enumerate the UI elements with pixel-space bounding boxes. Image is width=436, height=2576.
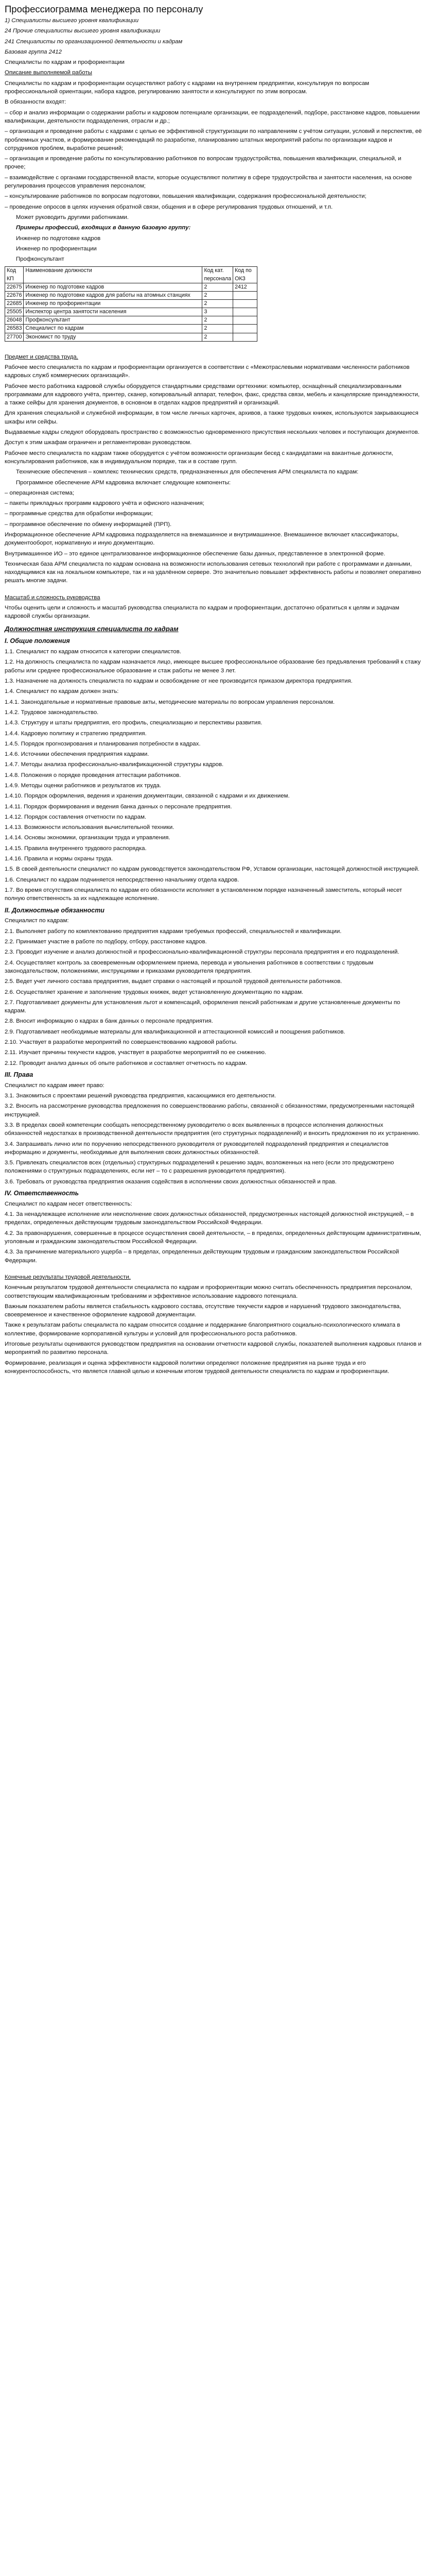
table-cell [233,325,257,333]
table-header-cell: Наименование должности [24,267,202,283]
list-item: 1.4. Специалист по кадрам должен знать: [5,688,119,695]
list-item: 3.1. Знакомиться с проектами решений руководства предприятия, касающимися его деятельности. [5,1093,276,1099]
list-item: 1.2. На должность специалиста по кадрам назначается лицо, имеющее высшее профессиональное образование без предъявления требований к стажу работы или среднее профессиональное образование и стаж работы не менее 3 лет. [5,659,421,674]
paragraph: – консультирование работников по вопросам подготовки, повышения квалификации, содержания профессиональной деятельности; [5,193,367,200]
table-cell: 26583 [5,325,24,333]
table-cell: 2 [202,325,233,333]
header-line: Описание выполняемой работы [5,70,92,76]
list-item: – пакеты прикладных программ кадрового учёта и офисного назначения; [5,500,204,507]
table-cell: 26048 [5,316,24,325]
table-cell: 22675 [5,283,24,291]
table-cell: 22685 [5,299,24,308]
list-item: 3.3. В пределах своей компетенции сообщать непосредственному руководителю о всех выявленных в процессе исполнения должностных обязанностей недостатках в производственной деятельности предприятия (его структурных подразделений) и вносить предложения по их устранению. [5,1122,420,1137]
table-cell: 2 [202,291,233,299]
results-section [5,1283,422,1376]
paragraph: – проведение опросов в целях изучения обратной связи, общения и в сфере регулирования трудовых отношений, и т.п. [5,204,333,210]
paragraph: Технические обеспечения – комплекс технических средств, предназначенных для обеспечения АРМ специалиста по кадрам: [16,469,359,476]
header-line: 1) Специалисты высшего уровня квалификации [5,17,139,24]
page-title: Профессиограмма менеджера по персоналу [5,4,203,14]
table-cell: 2 [202,316,233,325]
list-item: 2.3. Проводит изучение и анализ должностной и профессионально-квалификационной структуры персонала предприятия и его подразделений. [5,949,399,956]
table-cell [233,299,257,308]
paragraph: Конечным результатом трудовой деятельности специалиста по кадрам и профориентации можно считать обеспеченность предприятия персоналом, соответствующим квалификационным требованиям и эффективное использование кадрового потенциала. [5,1284,412,1299]
table-header-cell: Код по ОКЗ [233,267,257,283]
paragraph: Специалисты по кадрам и профориентации осуществляют работу с кадрами на внутреннем предприятии, консультируя по вопросам профессиональной ориентации, набора кадров, регулированию занятости и консультируют по этим вопросам. [5,80,370,95]
list-item: 1.4.16. Правила и нормы охраны труда. [5,856,113,862]
list-item: 2.8. Вносит информацию о кадрах в банк данных о персонале предприятия. [5,1018,213,1025]
header-line: 241 Специалисты по организационной деятельности и кадрам [5,38,183,45]
paragraph: Техническая база АРМ специалиста по кадрам основана на возможности использования сетевых технологий при работе с программами и данными, находящимися как на локальном компьютере, так и на удалённом сервере. Это значительно повышает эффективность работы и позволяет оперативно решать многие задачи. [5,561,421,584]
paragraph: Программное обеспечение АРМ кадровика включает следующие компоненты: [16,479,231,486]
list-item: 1.4.10. Порядок оформления, ведения и хранения документации, связанной с кадрами и их движением. [5,793,290,800]
list-item: 2.4. Осуществляет контроль за своевременным оформлением приема, перевода и увольнения работников в соответствии с трудовым законодательством, положениями, инструкциями и приказами руководителя предприятия. [5,959,374,974]
intro-section [5,79,422,264]
list-item: 4.3. За причинение материального ущерба – в пределах, определенных действующим трудовым и гражданским законодательством Российской Федерации. [5,1249,399,1264]
table-cell: 3 [202,308,233,316]
paragraph: Выдаваемые кадры следуют оборудовать пространство с возможностью одновременного присутствия нескольких человек и поступающих документов. [5,429,420,436]
list-item: 1.5. В своей деятельности специалист по кадрам руководствуется законодательством РФ, Уставом организации, настоящей должностной инструкцией. [5,866,420,873]
table-cell: 27700 [5,333,24,341]
list-item: 3.4. Запрашивать лично или по поручению непосредственного руководителя от руководителей подразделений предприятия и специалистов информацию и документы, необходимые для выполнения своих должностных обязанностей. [5,1141,389,1156]
paragraph: Для хранения специальной и служебной информации, в том числе личных карточек, архивов, а также трудовых книжек, используются закрывающиеся шкафы или сейфы. [5,410,418,425]
table-row [5,325,257,333]
list-item: 4.1. За ненадлежащее исполнение или неисполнение своих должностных обязанностей, предусмотренных настоящей должностной инструкцией, – в пределах, определенных действующим трудовым законодательством Российской Федерации. [5,1211,414,1226]
list-item: – операционная система; [5,489,74,496]
section-heading: IV. Ответственность [5,1190,79,1197]
table-header-cell: Код кат. персонала [202,267,233,283]
paragraph: Итоговые результаты оцениваются руководством предприятия на основании отчетности кадровой службы, показателей выполнения кадровых планов и мероприятий по развитию персонала. [5,1341,422,1356]
header-line: 24 Прочие специалисты высшего уровня квалификации [5,28,161,35]
list-item: 1.4.4. Кадровую политику и стратегию предприятия. [5,730,147,737]
list-item: 1.7. Во время отсутствия специалиста по кадрам его обязанности исполняет в установленном порядке назначенный заместитель, который несет полную ответственность за их надлежащее исполнение. [5,887,403,902]
list-item: 1.4.2. Трудовое законодательство. [5,709,99,716]
list-item: 2.10. Участвует в разработке мероприятий по совершенствованию кадровой работы. [5,1039,238,1045]
instruction-section [5,637,422,1265]
list-item: 3.5. Привлекать специалистов всех (отдельных) структурных подразделений к решению задач, возложенных на него (если это предусмотрено положениями о структурных подразделениях, если нет – то с разрешения руководителя предприятия). [5,1160,394,1175]
paragraph: Важным показателем работы является стабильность кадрового состава, отсутствие текучести кадров и нарушений трудового законодательства, своевременное и качественное оформление кадровой документации. [5,1303,402,1318]
table-row [5,291,257,299]
section-heading: I. Общие положения [5,637,70,645]
section-heading: Предмет и средства труда. [5,353,78,360]
list-item: Специалист по кадрам несет ответственность: [5,1200,132,1207]
example-item: Инженер по подготовке кадров [16,235,101,242]
table-cell [233,291,257,299]
classification-header [5,16,422,77]
table-cell: Специалист по кадрам [24,325,202,333]
paragraph: Информационное обеспечение АРМ кадровика подразделяется на внемашинное и внутримашинное. Внемашинное включает классификаторы, документооборот, нормативную и иную документацию. [5,532,399,547]
table-cell: Инспектор центра занятости населения [24,308,202,316]
table-cell [233,308,257,316]
list-item: 1.4.12. Порядок составления отчетности по кадрам. [5,814,147,820]
table-cell: 22676 [5,291,24,299]
instruction-title: Должностная инструкция специалиста по кадрам [5,624,179,633]
list-item: – программные средства для обработки информации; [5,511,153,517]
section-heading: II. Должностные обязанности [5,906,104,914]
list-item: 2.7. Подготавливает документы для установления льгот и компенсаций, оформления пенсий работникам и другие установленные документы по кадрам. [5,999,400,1014]
table-cell: Экономист по труду [24,333,202,341]
list-item: Специалист по кадрам: [5,918,69,924]
table-cell: 2 [202,283,233,291]
list-item: 3.6. Требовать от руководства предприятия оказания содействия в исполнении своих должностных обязанностей и прав. [5,1178,337,1185]
list-item: 2.6. Осуществляет хранение и заполнение трудовых книжек, ведет установленную документацию по кадрам. [5,989,304,995]
list-item: 2.12. Проводит анализ данных об опыте работников и составляет отчетность по кадрам. [5,1060,248,1066]
list-item: 4.2. За правонарушения, совершенные в процессе осуществления своей деятельности, – в пределах, определенных действующим административным, уголовным и гражданским законодательством Российской Федерации. [5,1230,422,1245]
list-item: 3.2. Вносить на рассмотрение руководства предложения по совершенствованию работы, связанной с обязанностями, предусмотренными настоящей инструкцией. [5,1103,414,1118]
table-cell: Инженер по подготовке кадров [24,283,202,291]
examples-title: Примеры профессий, входящих в данную базовую группу: [16,225,191,231]
paragraph: – сбор и анализ информации о содержании работы и кадровом потенциале организации, ее подразделений, подборе, расстановке кадров, повышении квалификации, деятельности подразделения, отрасли и др.; [5,109,420,124]
table-header-row [5,267,257,283]
list-item: 2.9. Подготавливает необходимые материалы для квалификационной и аттестационной комиссий и поощрения работников. [5,1028,345,1035]
table-row [5,299,257,308]
table-cell: 2 [202,299,233,308]
table-cell: Профконсультант [24,316,202,325]
paragraph: Формирование, реализация и оценка эффективности кадровой политики определяют положение предприятия на рынке труда и его конкурентоспособность, что является главной целью и конечным итогом трудовой деятельности специалиста по кадрам и профориентации. [5,1360,390,1375]
table-row [5,283,257,291]
list-item: 1.4.1. Законодательные и нормативные правовые акты, методические материалы по вопросам управления персоналом. [5,699,335,705]
positions-table [5,266,257,341]
purpose-section [5,363,422,585]
table-cell [233,316,257,325]
list-item: 1.4.9. Методы оценки работников и результатов их труда. [5,782,162,789]
table-row [5,316,257,325]
table-cell: 2 [202,333,233,341]
paragraph: Внутримашинное ИО – это единое централизованное информационное обеспечение базы данных, представленное в электронной форме. [5,550,386,557]
paragraph: – взаимодействие с органами государственной власти, которые осуществляют политику в сфере трудоустройства и занятости населения, на основе регулирования процессов управления персоналом; [5,174,412,190]
paragraph: В обязанности входят: [5,99,66,106]
paragraph: – организация и проведение работы с кадрами с целью ее эффективной структуризации по направлениям с учётом ситуации, условий и перспектив, её проблемных участков, и формирование рекомендаций по разработке, планированию штатных мероприятий работы по организации кадров и сотрудников проблем, выработке решений; [5,128,422,151]
list-item: 1.4.15. Правила внутреннего трудового распорядка. [5,845,147,852]
header-line: Специалисты по кадрам и профориентации [5,59,125,66]
list-item: – программное обеспечение по обмену информацией (ПРП). [5,521,172,528]
paragraph: – организация и проведение работы по консультированию работников по вопросам трудоустройства, повышения квалификации, специальной, и прочее; [5,156,402,171]
example-item: Профконсультант [16,256,64,263]
list-item: 1.4.5. Порядок прогнозирования и планирования потребности в кадрах. [5,740,201,747]
section-heading: Масштаб и сложность руководства [5,594,100,601]
table-header-cell: Код КП [5,267,24,283]
list-item: 2.5. Ведет учет личного состава предприятия, выдает справки о настоящей и прошлой трудовой деятельности работников. [5,978,342,985]
list-item: 1.4.3. Структуру и штаты предприятия, его профиль, специализацию и перспективы развития. [5,720,263,726]
section-heading: Конечные результаты трудовой деятельности. [5,1274,131,1280]
list-item: 2.1. Выполняет работу по комплектованию предприятия кадрами требуемых профессий, специальностей и квалификации. [5,928,342,935]
list-item: 2.11. Изучает причины текучести кадров, участвует в разработке мероприятий по ее снижению. [5,1049,267,1056]
list-item: 1.4.7. Методы анализа профессионально-квалификационной структуры кадров. [5,761,224,768]
list-item: 1.1. Специалист по кадрам относится к категории специалистов. [5,649,181,655]
table-cell: 2412 [233,283,257,291]
table-cell: Инженер по профориентации [24,299,202,308]
paragraph: Рабочее место работника кадровой службы оборудуется стандартными средствами оргтехники: компьютер, оснащённый специализированными программами для кадрового учёта, принтер, сканер, копировальный аппарат, телефон, факс, средства связи, мебель и канцелярские принадлежности, а также сейфы для хранения документов, в основном в отделах кадров предприятий и организаций. [5,383,420,406]
list-item: 1.4.13. Возможности использования вычислительной техники. [5,824,175,831]
paragraph: Чтобы оценить цели и сложность и масштаб руководства специалиста по кадрам и профориентации, достаточно обратиться к целям и задачам кадровой службы организации. [5,605,399,620]
list-item: 1.4.14. Основы экономики, организации труда и управления. [5,835,170,841]
paragraph: Также к результатам работы специалиста по кадрам относится создание и поддержание благоприятного социально-психологического климата в коллективе, формирование корпоративной культуры и условий для профессионального роста работников. [5,1322,400,1337]
table-row [5,308,257,316]
header-line: Базовая группа 2412 [5,48,62,55]
example-item: Инженер по профориентации [16,245,97,252]
list-item: Специалист по кадрам имеет право: [5,1082,104,1089]
paragraph: Доступ к этим шкафам ограничен и регламентирован руководством. [5,439,192,446]
list-item: 2.2. Принимает участие в работе по подбору, отбору, расстановке кадров. [5,939,207,945]
paragraph: Рабочее место специалиста по кадрам также оборудуется с учётом возможности организации бесед с кандидатами на вакантные должности, консультирования работников, как в индивидуальном порядке, так и в составе групп. [5,450,393,465]
table-cell: 25505 [5,308,24,316]
paragraph: Может руководить другими работниками. [16,214,129,221]
list-item: 1.3. Назначение на должность специалиста по кадрам и освобождение от нее производится приказом директора предприятия. [5,678,353,685]
list-item: 1.6. Специалист по кадрам подчиняется непосредственно начальнику отдела кадров. [5,876,239,883]
table-cell: Инженер по подготовке кадров для работы на атомных станциях [24,291,202,299]
paragraph: Рабочее место специалиста по кадрам и профориентации организуется в соответствии с «Межотраслевыми нормативами численности работников кадровых служб коммерческих организаций». [5,364,410,379]
list-item: 1.4.8. Положения о порядке проведения аттестации работников. [5,772,181,778]
section-heading: III. Права [5,1071,33,1078]
list-item: 1.4.6. Источники обеспечения предприятия кадрами. [5,751,149,758]
table-cell [233,333,257,341]
list-item: 1.4.11. Порядок формирования и ведения банка данных о персонале предприятия. [5,803,232,810]
table-row [5,333,257,341]
